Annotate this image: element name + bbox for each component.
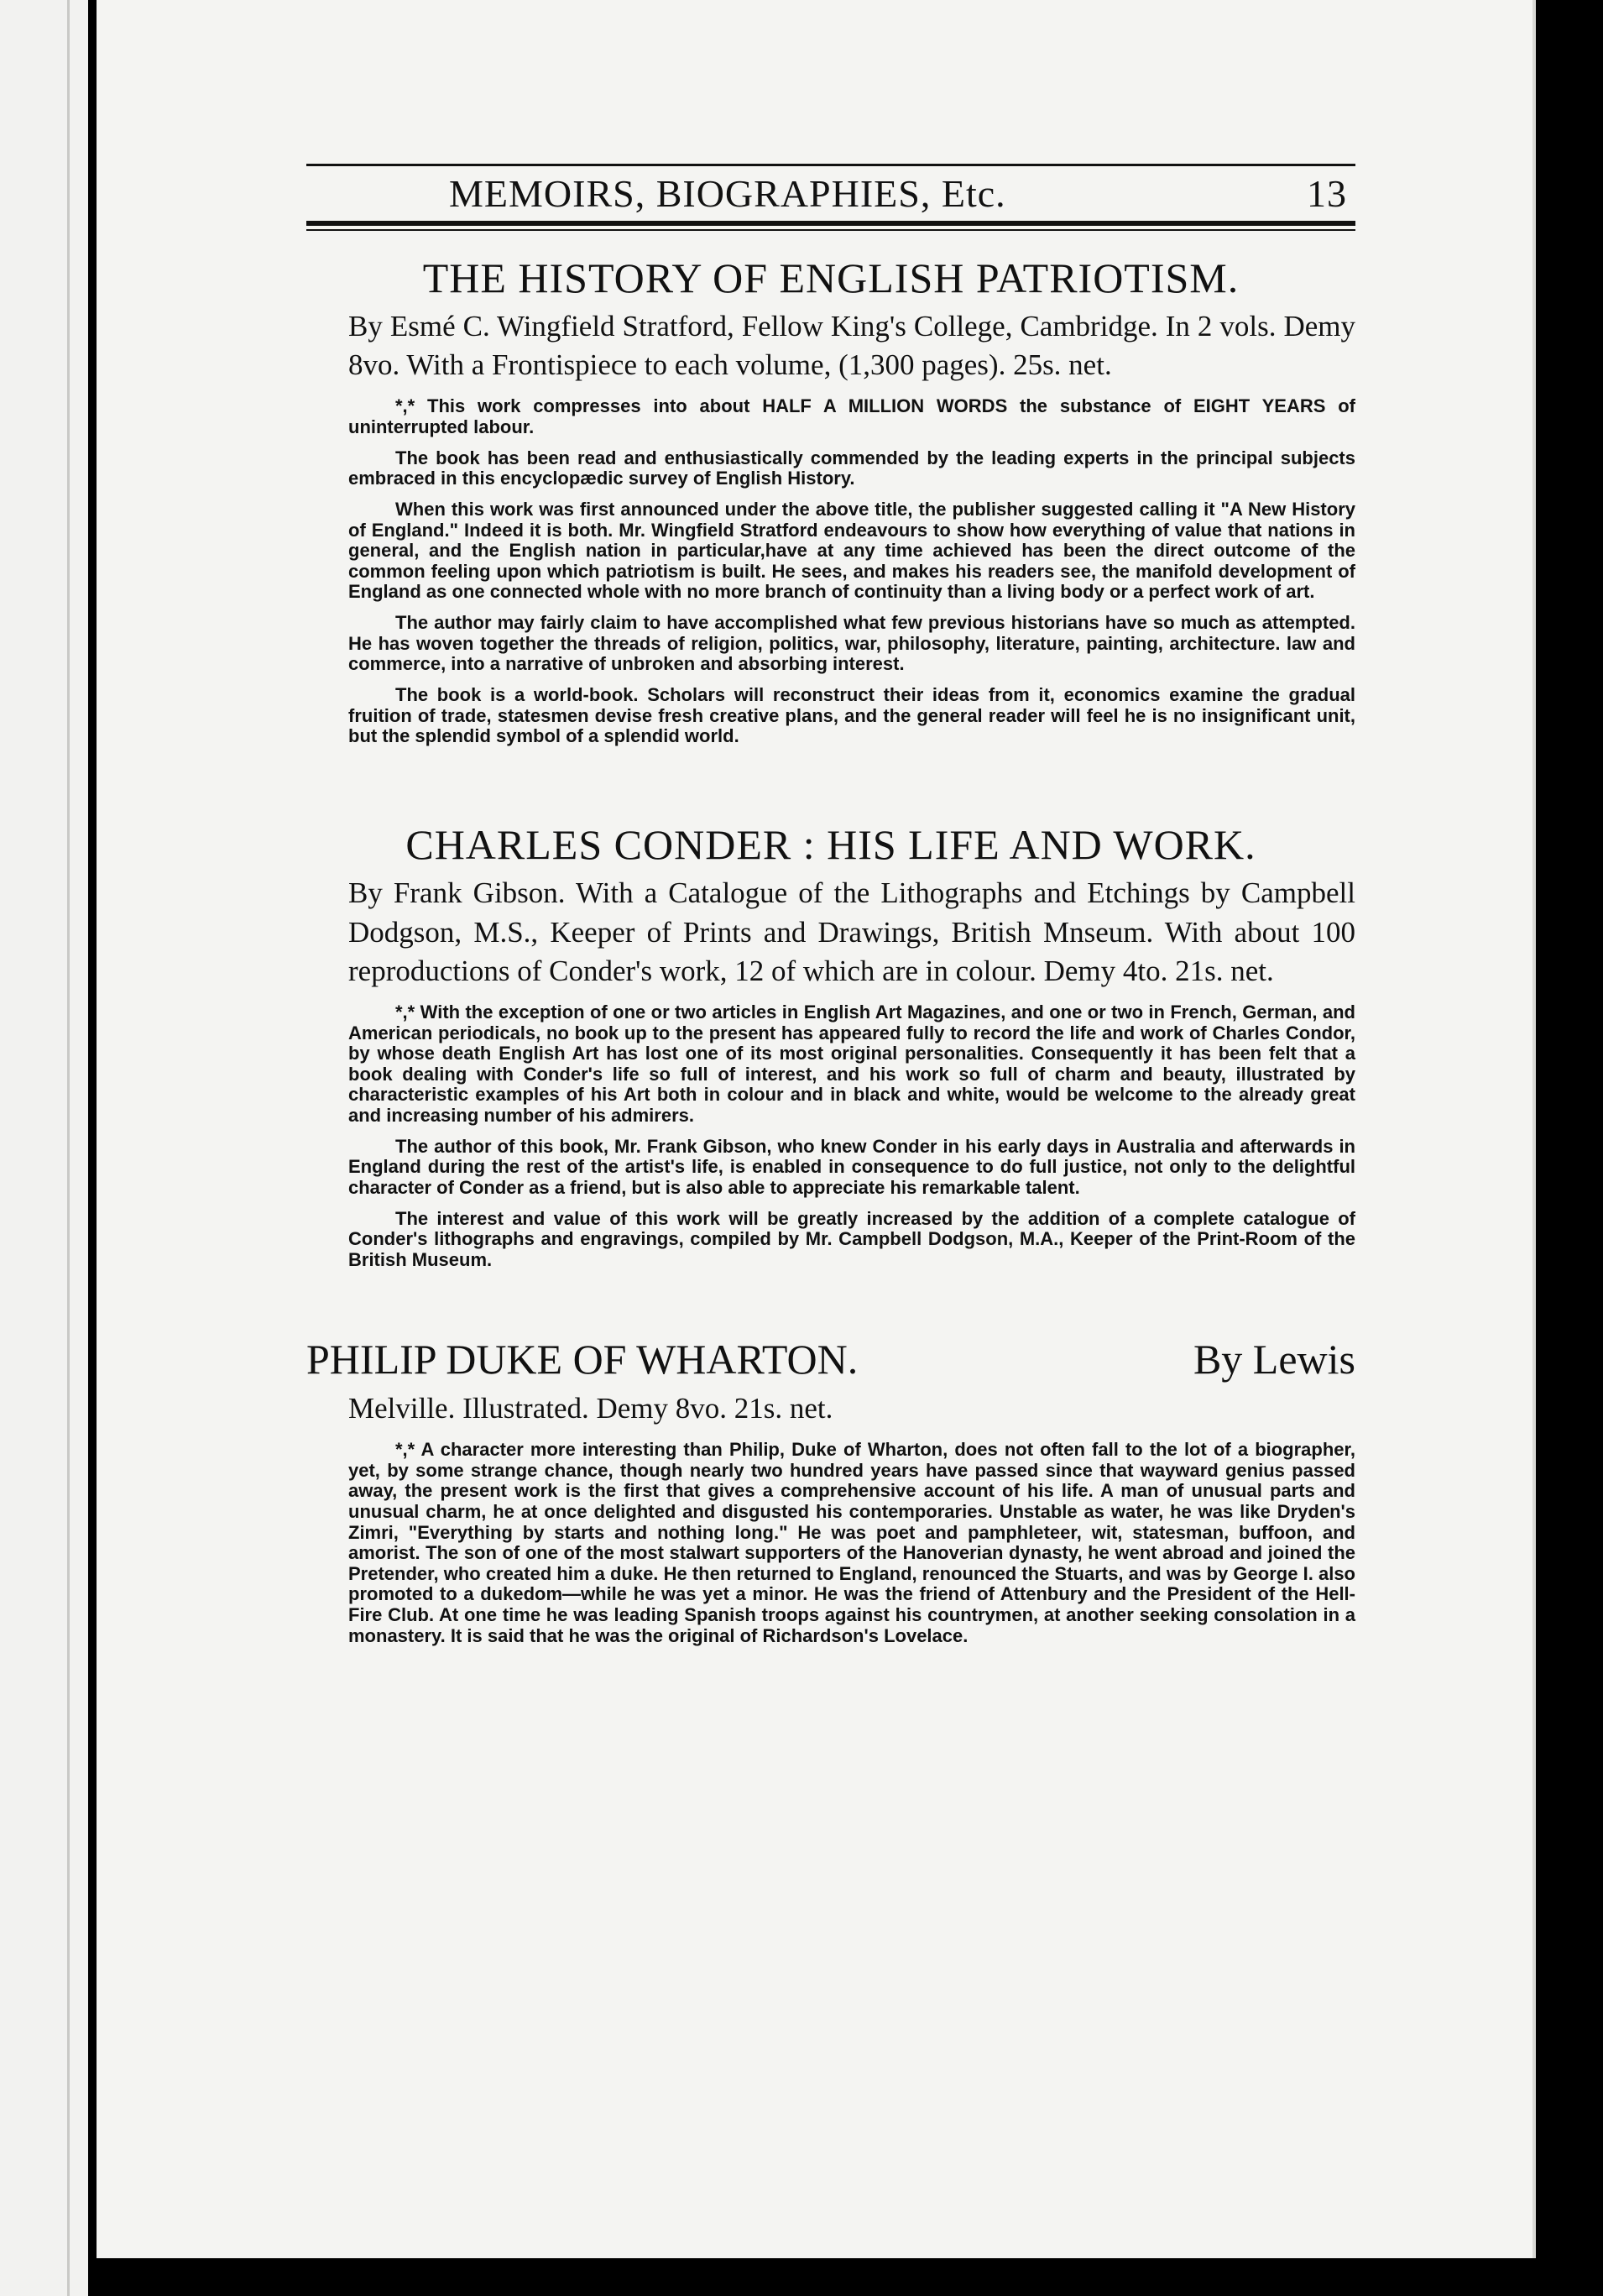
section-title: MEMOIRS, BIOGRAPHIES, Etc. xyxy=(449,172,1006,215)
header-rule-bottom-thin xyxy=(306,229,1355,231)
scanned-page xyxy=(97,0,1536,2258)
page-edge xyxy=(1533,0,1536,2258)
entry-description xyxy=(348,1440,1355,1646)
page-content xyxy=(306,164,1355,1656)
page-number: 13 xyxy=(1307,172,1347,215)
paragraph: The author may fairly claim to have accomplished what few previous historians have so much as attempted. He has woven together the threads of religion, politics, war, philosophy, literature, painting, architecture. law and commerce, into a narrative of unbroken and absorbing interest. xyxy=(348,612,1355,675)
paragraph: The interest and value of this work will be greatly increased by the addition of a complete catalogue of Conder's lithographs and engravings, compiled by Mr. Campbell Dodgson, M.A., Keeper of the Print-Room of the British Museum. xyxy=(348,1207,1355,1270)
page-fold-line xyxy=(67,0,70,2296)
paragraph: *,* This work compresses into about HALF A MILLION WORDS the substance of EIGHT YEARS of uninterrupted labour. xyxy=(348,395,1355,438)
header-rule-top xyxy=(306,164,1355,166)
running-header xyxy=(306,173,1355,216)
entry-title-row xyxy=(306,1336,1355,1384)
entry-description xyxy=(348,1002,1355,1271)
entry-byline: By Frank Gibson. With a Catalogue of the Lithographs and Etchings by Campbell Dodgson, M.S., Keeper of Prints and Drawings, British Mnseum. With about 100 reproductions of Conder's work, 12 of which are in colour. Demy 4to. 21s. net. xyxy=(348,876,1355,987)
facing-page-edge xyxy=(0,0,88,2296)
entry-title: PHILIP DUKE OF WHARTON. xyxy=(306,1336,859,1383)
entry-english-patriotism xyxy=(306,254,1355,747)
paragraph: When this work was first announced under the above title, the publisher suggested calling it "A New History of England." Indeed it is both. Mr. Wingfield Stratford endeavours to show how everything of value that nations in general, and the English nation in particular,have at any time achieved has been the direct outcome of the common feeling upon which patriotism is built. He sees, and makes his readers see, the manifold development of England as one connected whole with no more branch of continuity than a living body or a perfect work of art. xyxy=(348,498,1355,603)
entry-byline: Melville. Illustrated. Demy 8vo. 21s. net. xyxy=(348,1391,833,1425)
paragraph: The book has been read and enthusiastically commended by the leading experts in the principal subjects embraced in this encyclopædic survey of English History. xyxy=(348,447,1355,489)
entry-description xyxy=(348,396,1355,746)
entry-duke-of-wharton xyxy=(306,1336,1355,1646)
entry-byline: By Esmé C. Wingfield Stratford, Fellow King's College, Cambridge. In 2 vols. Demy 8vo. With a Frontispiece to each volume, (1,300 pages). 25s. net. xyxy=(348,310,1355,382)
paragraph: *,* With the exception of one or two articles in English Art Magazines, and one or two in French, German, and American periodicals, no book up to the present has appeared fully to record the life and work of Charles Condor, by whose death English Art has lost one of its most original personalities. Consequently it has been felt that a book dealing with Conder's life so full of interest, and his work so full of charm and beauty, illustrated by characteristic examples of his Art both in colour and in black and white, would be welcome to the already great and increasing number of his admirers. xyxy=(348,1001,1355,1127)
entry-title: THE HISTORY OF ENGLISH PATRIOTISM. xyxy=(422,254,1240,301)
paragraph: The author of this book, Mr. Frank Gibson, who knew Conder in his early days in Australia and afterwards in England during the rest of the artist's life, is enabled in consequence to do full justice, not only to the delightful character of Conder as a friend, but is also able to appreciate his remarkable talent. xyxy=(348,1135,1355,1198)
entry-title-author: By Lewis xyxy=(1193,1336,1355,1383)
paragraph: The book is a world-book. Scholars will reconstruct their ideas from it, economics examine the gradual fruition of trade, statesmen devise fresh creative plans, and the general reader will feel he is no insignificant unit, but the splendid symbol of a splendid world. xyxy=(348,683,1355,747)
paragraph: *,* A character more interesting than Philip, Duke of Wharton, does not often fall to the lot of a biographer, yet, by some strange chance, though nearly two hundred years have passed since that wayward genius passed away, the present work is the first that gives a comprehensive account of his life. A man of unusual parts and unusual charm, he at once delighted and disgusted his contemporaries. Unstable as water, he was like Dryden's Zimri, "Everything by starts and nothing long." He was poet and pamphleteer, wit, statesman, buffoon, and amorist. The son of one of the most stalwart supporters of the Hanoverian dynasty, he went abroad and joined the Pretender, who created him a duke. He then returned to England, renounced the Stuarts, and was by George I. also promoted to a dukedom—while he was yet a minor. He was the friend of Attenbury and the President of the Hell-Fire Club. At one time he was leading Spanish troops against his countrymen, at another seeking consolation in a monastery. It is said that he was the original of Richardson's Lovelace. xyxy=(348,1439,1355,1646)
header-rule-bottom xyxy=(306,221,1355,226)
entry-title: CHARLES CONDER : HIS LIFE AND WORK. xyxy=(405,820,1256,868)
entry-charles-conder xyxy=(306,821,1355,1271)
